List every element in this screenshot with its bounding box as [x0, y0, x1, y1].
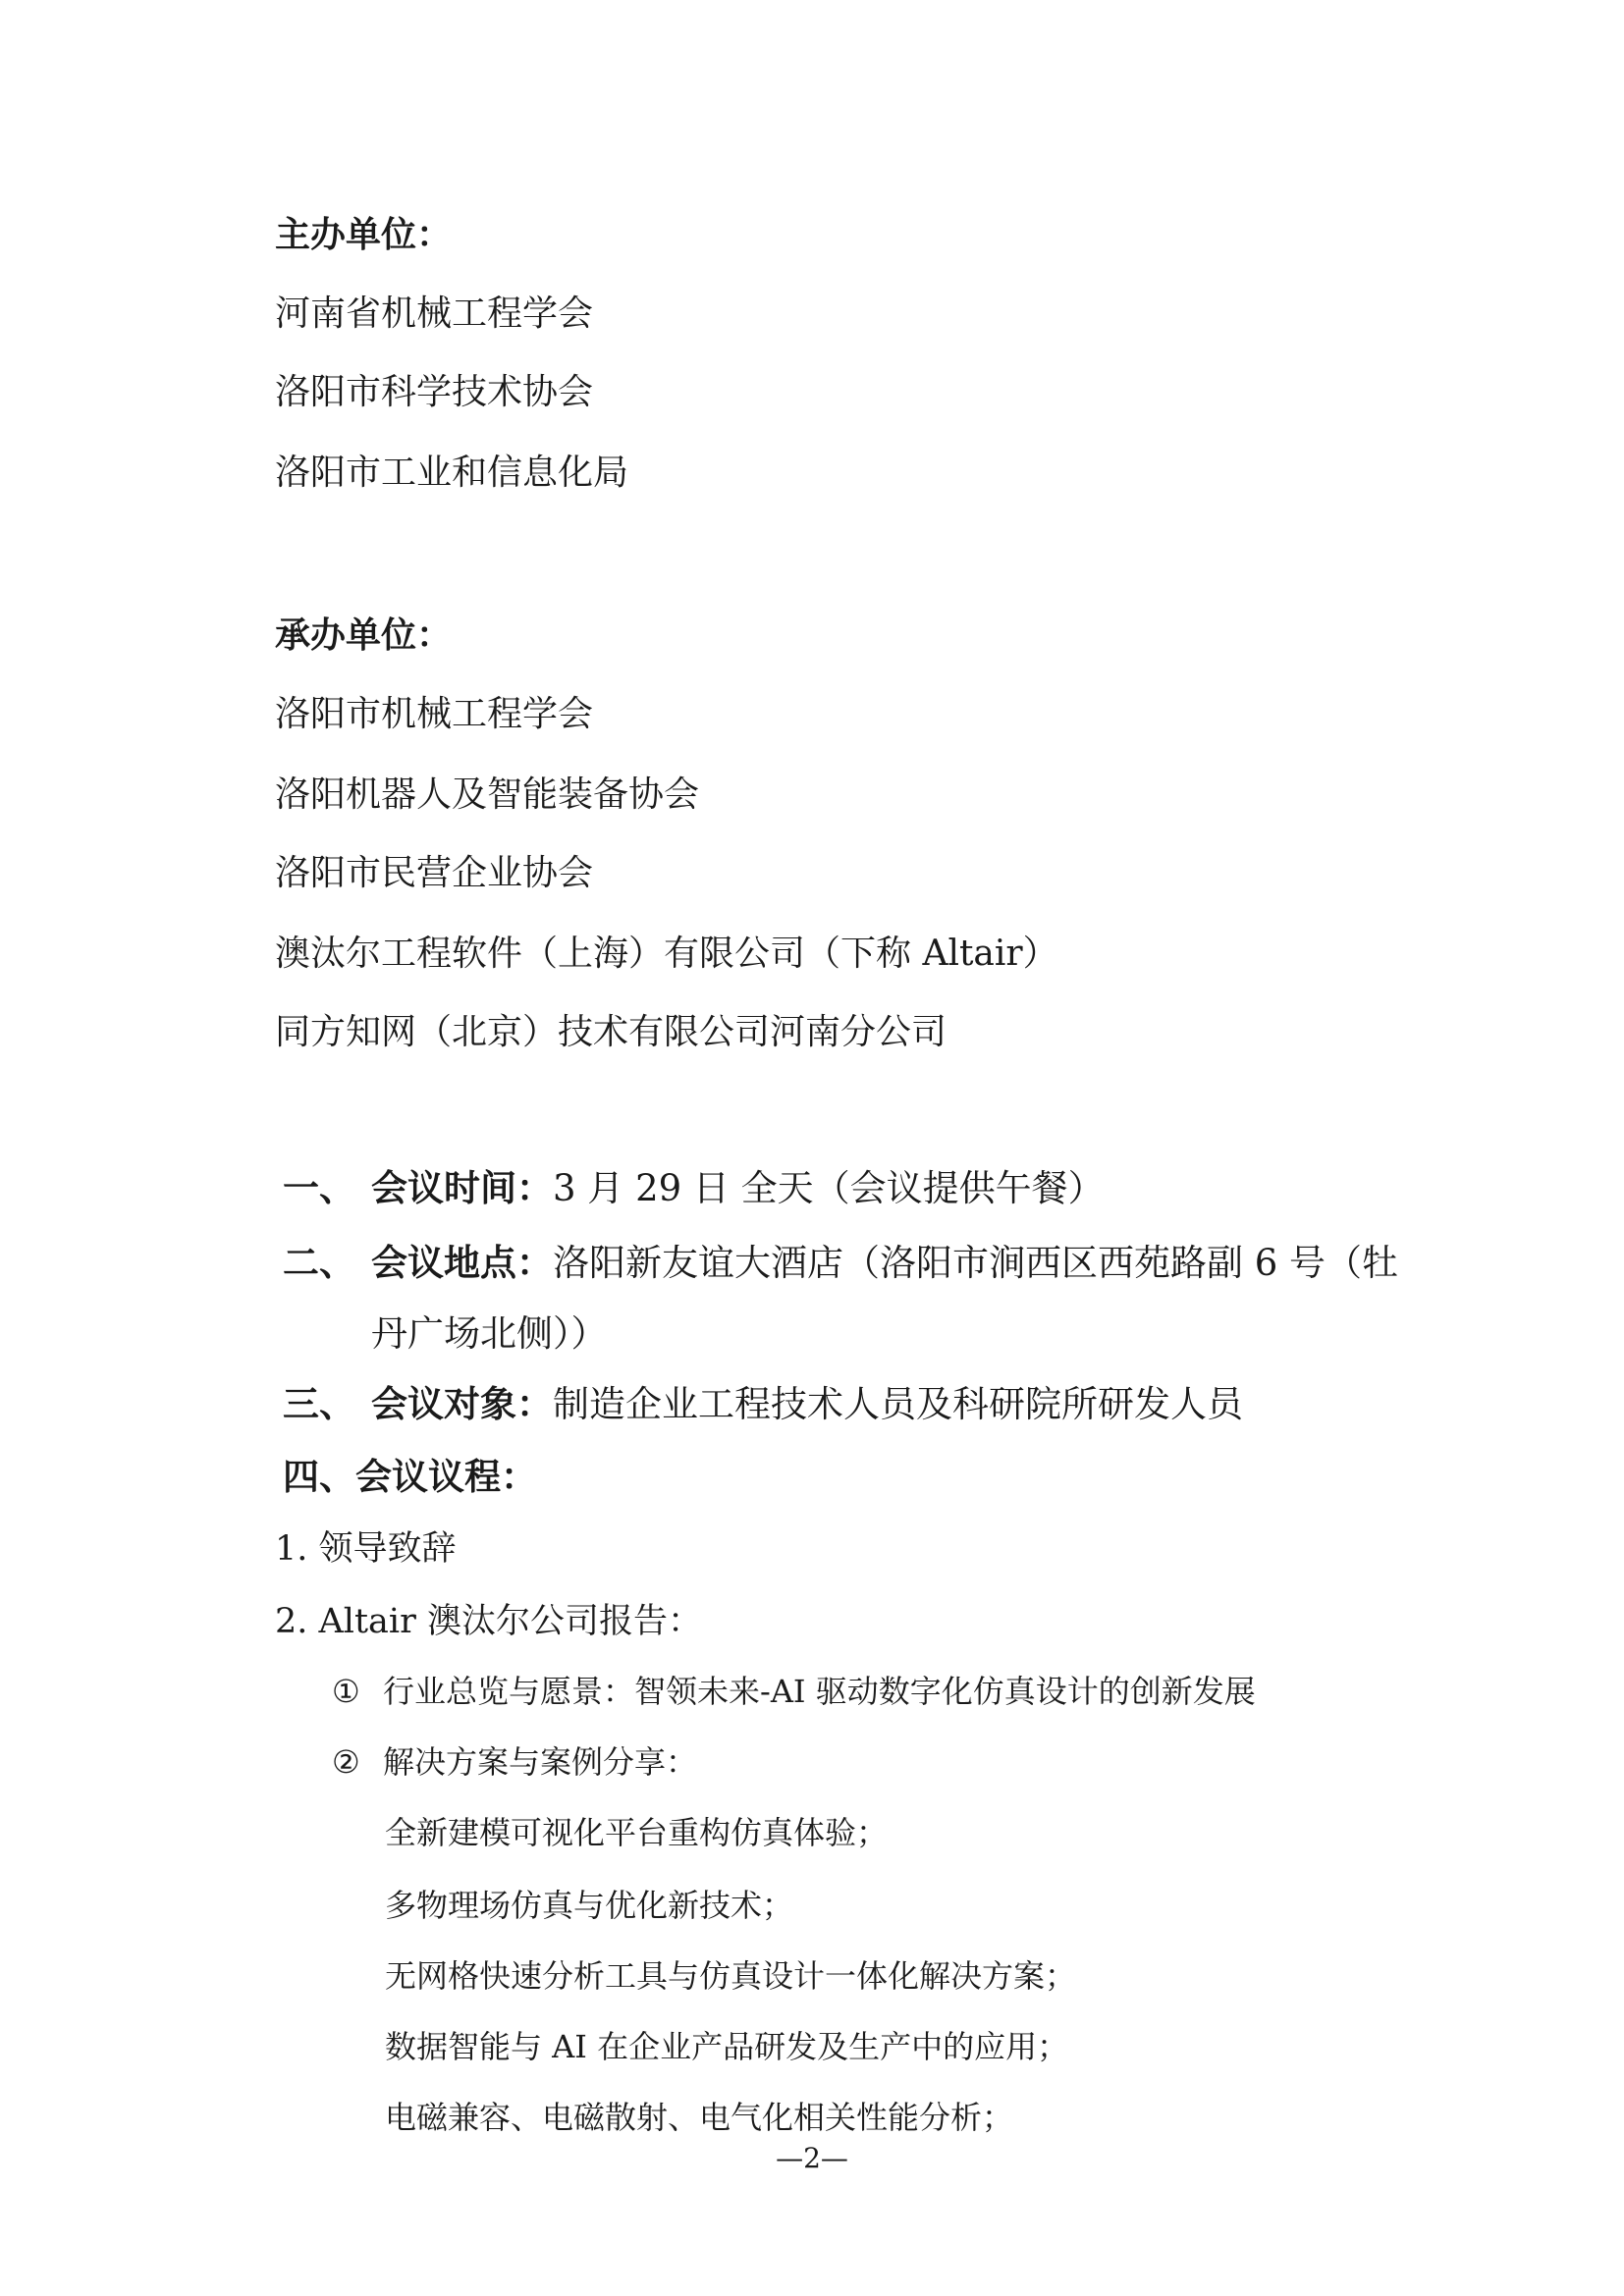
solution-item: 电磁兼容、电磁散射、电气化相关性能分析；: [385, 2099, 1014, 2136]
section-number: 一、: [283, 1167, 355, 1209]
organizer-item: 洛阳市工业和信息化局: [275, 453, 629, 493]
solution-item: 无网格快速分析工具与仿真设计一体化解决方案；: [385, 1957, 1077, 1995]
co-organizer-item: 洛阳市机械工程学会: [275, 694, 594, 734]
agenda-item: 2. Altair 澳汰尔公司报告：: [275, 1602, 702, 1641]
section-label: 会议时间：: [371, 1167, 553, 1209]
agenda-subitem: [332, 1671, 1256, 1712]
agenda-item: 1. 领导致辞: [275, 1529, 457, 1569]
organizer-item: 河南省机械工程学会: [275, 294, 594, 334]
organizers-heading: 主办单位：: [275, 215, 453, 255]
meeting-audience: [283, 1382, 1243, 1427]
solution-item: 全新建模可视化平台重构仿真体验；: [385, 1814, 889, 1851]
solution-item: 多物理场仿真与优化新技术；: [385, 1887, 794, 1924]
co-organizer-item: 同方知网（北京）技术有限公司河南分公司: [275, 1012, 947, 1052]
section-value: 制造企业工程技术人员及科研院所研发人员: [553, 1383, 1243, 1425]
solution-item: 数据智能与 AI 在企业产品研发及生产中的应用；: [385, 2028, 1069, 2065]
organizer-item: 洛阳市科学技术协会: [275, 372, 594, 412]
circled-number: ②: [332, 1743, 360, 1781]
section-number: 二、: [283, 1242, 355, 1284]
page-number: —2—: [776, 2142, 848, 2174]
co-organizer-item: 洛阳市民营企业协会: [275, 853, 594, 893]
co-organizer-item: 洛阳机器人及智能装备协会: [275, 774, 700, 815]
meeting-time: [283, 1166, 1105, 1211]
meeting-place-continued: 丹广场北侧））: [371, 1312, 608, 1355]
section-number: 三、: [283, 1383, 355, 1425]
circled-number: ①: [332, 1673, 360, 1710]
agenda-subitem: [332, 1741, 697, 1783]
section-value: 洛阳新友谊大酒店（洛阳市涧西区西苑路副 6 号（牡: [553, 1242, 1399, 1284]
section-value: 3 月 29 日 全天（会议提供午餐）: [553, 1167, 1105, 1209]
section-label: 四、会议议程：: [283, 1456, 537, 1498]
agenda-subitem-text: 行业总览与愿景：智领未来-AI 驱动数字化仿真设计的创新发展: [383, 1673, 1256, 1710]
section-label: 会议对象：: [371, 1383, 553, 1425]
agenda-subitem-text: 解决方案与案例分享：: [383, 1743, 698, 1781]
co-organizers-heading: 承办单位：: [275, 615, 453, 656]
meeting-agenda-heading: [283, 1455, 537, 1500]
meeting-place: [283, 1241, 1398, 1286]
co-organizer-item: 澳汰尔工程软件（上海）有限公司（下称 Altair）: [275, 934, 1058, 974]
section-label: 会议地点：: [371, 1242, 553, 1284]
